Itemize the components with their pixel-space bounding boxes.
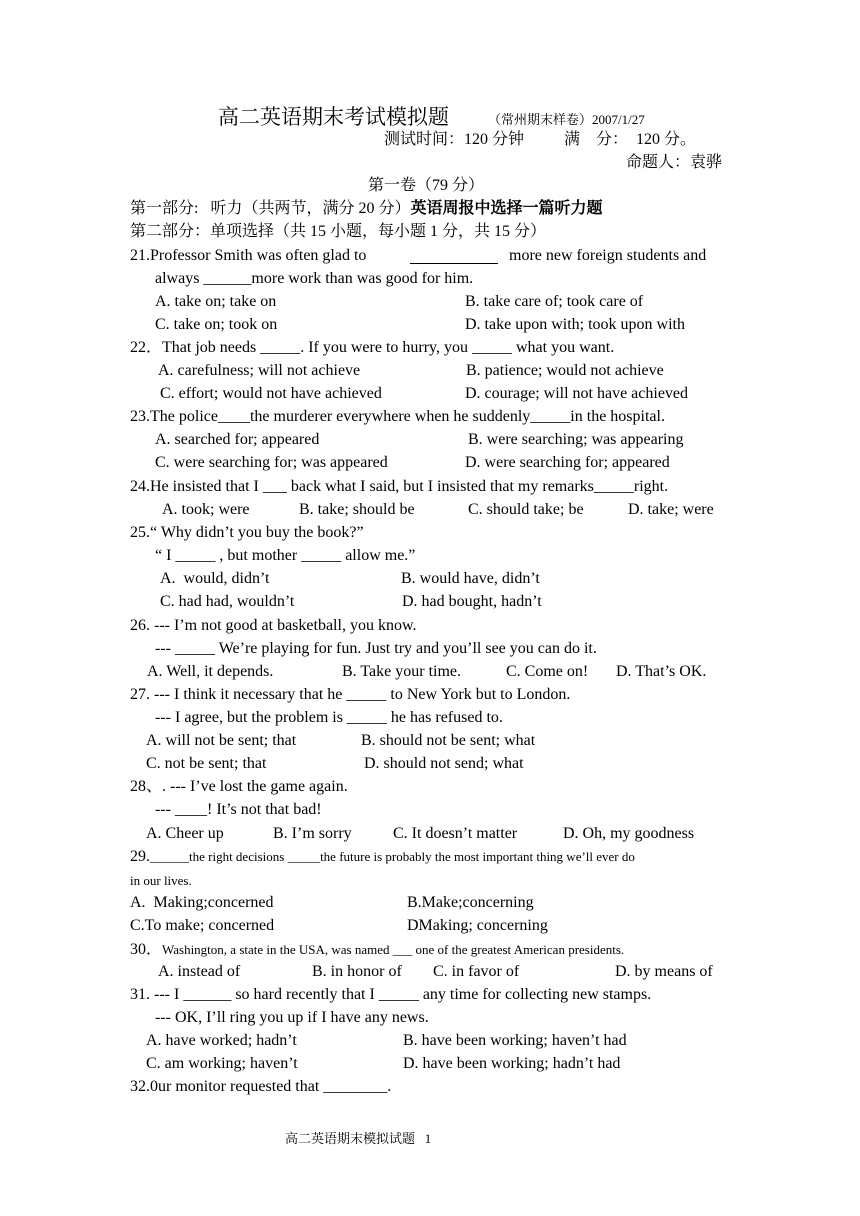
- volume-heading: 第一卷（79 分）: [368, 177, 485, 194]
- q27-stem-line2: --- I agree, but the problem is _____ he has refused to.: [155, 709, 503, 726]
- q23-option-b: B. were searching; was appearing: [468, 431, 684, 448]
- q28-option-a: A. Cheer up: [146, 825, 224, 842]
- q25-option-c: C. had had, wouldn’t: [160, 593, 295, 610]
- document-title: 高二英语期末考试模拟题: [218, 105, 449, 129]
- q30-option-c: C. in favor of: [433, 963, 520, 980]
- q31-stem-line2: --- OK, I’ll ring you up if I have any news.: [155, 1009, 429, 1026]
- q25-option-a: A. would, didn’t: [160, 570, 270, 587]
- q23-option-c: C. were searching for; was appeared: [155, 454, 388, 471]
- q29-stem-line2: in our lives.: [130, 873, 192, 888]
- q21-option-c: C. take on; took on: [155, 316, 278, 333]
- q23-stem: 23.The police____the murderer everywhere when he suddenly_____in the hospital.: [130, 408, 665, 425]
- q21-stem-line2: always ______more work than was good for him.: [155, 270, 474, 287]
- q24-option-b: B. take; should be: [299, 501, 415, 518]
- q31-option-b: B. have been working; haven’t had: [403, 1032, 627, 1049]
- q30-option-a: A. instead of: [158, 963, 241, 980]
- time-info: 测试时间：120 分钟 满 分： 120 分。: [384, 131, 697, 148]
- q25-stem-line2: “ I _____ , but mother _____ allow me.”: [155, 547, 416, 564]
- q25-option-b: B. would have, didn’t: [401, 570, 540, 587]
- q29-option-d: DMaking; concerning: [407, 917, 548, 934]
- q26-option-c: C. Come on!: [506, 663, 589, 680]
- q26-stem-line2: --- _____ We’re playing for fun. Just try and you’ll see you can do it.: [155, 640, 597, 657]
- q25-option-d: D. had bought, hadn’t: [402, 593, 542, 610]
- q27-option-c: C. not be sent; that: [146, 755, 267, 772]
- q21-option-a: A. take on; take on: [155, 293, 277, 310]
- q22-option-a: A. carefulness; will not achieve: [158, 362, 361, 379]
- q28-option-b: B. I’m sorry: [273, 825, 352, 842]
- author-line: 命题人：袁骅: [626, 154, 723, 171]
- q22-option-c: C. effort; would not have achieved: [160, 385, 382, 402]
- q29-stem: 29.______the right decisions _____the future is probably the most important thing we’ll ever do: [130, 848, 635, 865]
- q21-blank: [410, 249, 498, 264]
- q23-option-a: A. searched for; appeared: [155, 431, 320, 448]
- q31-option-d: D. have been working; hadn’t had: [403, 1055, 621, 1072]
- q27-option-a: A. will not be sent; that: [146, 732, 297, 749]
- q21-option-d: D. take upon with; took upon with: [465, 316, 685, 333]
- q29-option-c: C.To make; concerned: [130, 917, 275, 934]
- q31-stem: 31. --- I ______ so hard recently that I _____ any time for collecting new stamps.: [130, 986, 652, 1003]
- part1-heading: 第一部分: 听力（共两节，满分 20 分）英语周报中选择一篇听力题: [130, 200, 603, 217]
- q24-stem: 24.He insisted that I ___ back what I said, but I insisted that my remarks_____right.: [130, 478, 669, 495]
- title-subtitle: （常州期末样卷）2007/1/27: [488, 112, 645, 127]
- q26-option-b: B. Take your time.: [342, 663, 462, 680]
- q22-option-b: B. patience; would not achieve: [466, 362, 664, 379]
- page-footer: 高二英语期末模拟试题 1: [285, 1131, 432, 1146]
- q24-option-c: C. should take; be: [468, 501, 584, 518]
- q32-stem: 32.0ur monitor requested that ________.: [130, 1078, 392, 1095]
- q29-option-b: B.Make;concerning: [407, 894, 534, 911]
- q21-stem-cont: more new foreign students and: [509, 247, 707, 264]
- q22-option-d: D. courage; will not have achieved: [465, 385, 689, 402]
- q26-option-d: D. That’s OK.: [616, 663, 707, 680]
- q29-option-a: A. Making;concerned: [130, 894, 274, 911]
- q24-option-d: D. take; were: [628, 501, 714, 518]
- q30-option-d: D. by means of: [615, 963, 713, 980]
- q31-option-a: A. have worked; hadn’t: [146, 1032, 297, 1049]
- q26-option-a: A. Well, it depends.: [147, 663, 274, 680]
- q21-option-b: B. take care of; took care of: [465, 293, 644, 310]
- q28-option-c: C. It doesn’t matter: [393, 825, 518, 842]
- q25-stem: 25.“ Why didn’t you buy the book?”: [130, 524, 364, 541]
- q26-stem: 26. --- I’m not good at basketball, you know.: [130, 617, 417, 634]
- q28-stem-line2: --- ____! It’s not that bad!: [155, 801, 322, 818]
- q27-stem: 27. --- I think it necessary that he _____ to New York but to London.: [130, 686, 571, 703]
- q28-stem: 28、. --- I’ve lost the game again.: [130, 778, 348, 795]
- part2-heading: 第二部分：单项选择（共 15 小题，每小题 1 分，共 15 分）: [130, 223, 547, 240]
- q30-stem: 30．Washington, a state in the USA, was named ___ one of the greatest American presidents.: [130, 941, 625, 958]
- q31-option-c: C. am working; haven’t: [146, 1055, 298, 1072]
- q21-stem: 21.Professor Smith was often glad to: [130, 247, 367, 264]
- q22-stem: 22．That job needs _____. If you were to hurry, you _____ what you want.: [130, 339, 615, 356]
- q27-option-b: B. should not be sent; what: [361, 732, 536, 749]
- q30-option-b: B. in honor of: [312, 963, 402, 980]
- q24-option-a: A. took; were: [162, 501, 250, 518]
- q23-option-d: D. were searching for; appeared: [465, 454, 670, 471]
- q28-option-d: D. Oh, my goodness: [563, 825, 695, 842]
- q27-option-d: D. should not send; what: [364, 755, 524, 772]
